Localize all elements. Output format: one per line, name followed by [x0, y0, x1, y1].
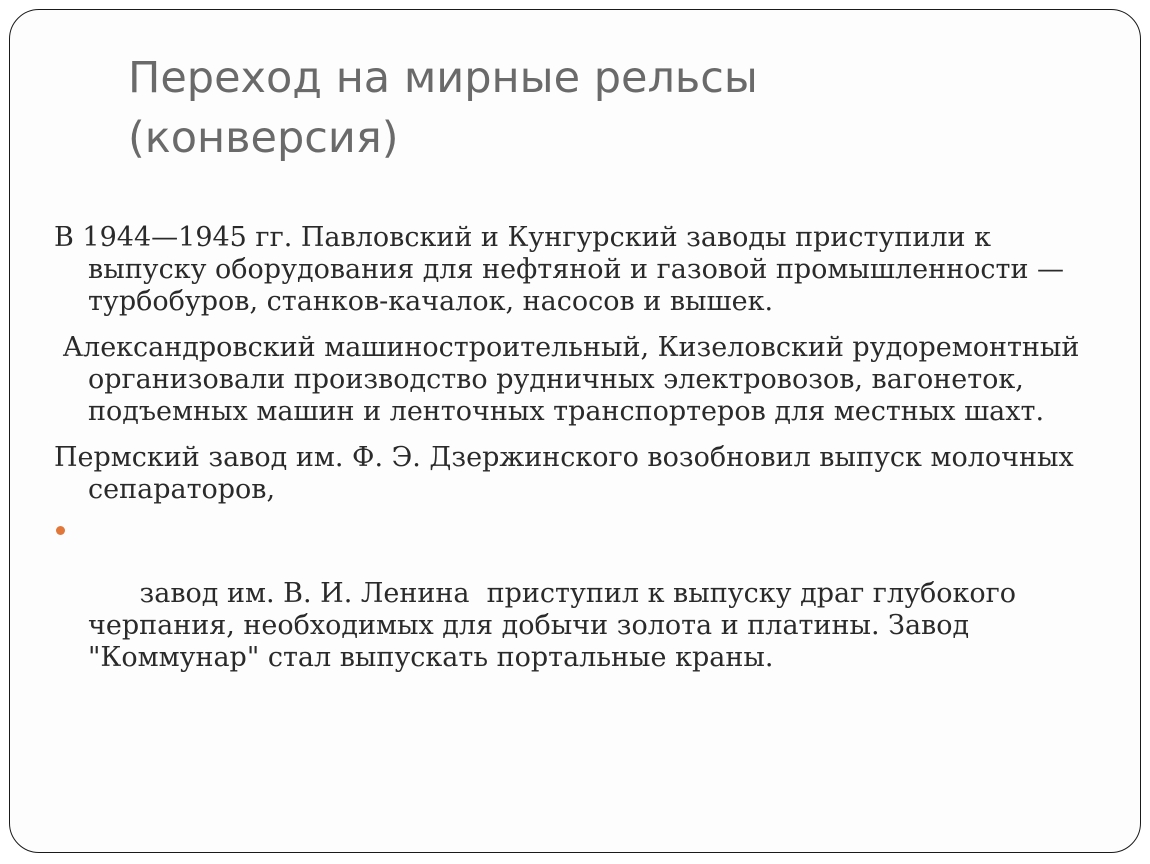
- title-line-2: (конверсия): [128, 113, 399, 163]
- paragraph-dzerzhinsky: Пермский завод им. Ф. Э. Дзержинского возобновил выпуск молочных сепараторов,: [54, 442, 1083, 505]
- slide-title: [128, 48, 1028, 168]
- paragraph-pavlovsky-kungur: В 1944—1945 гг. Павловский и Кунгурский заводы приступили к выпуску оборудования для нефтяной и газовой промышленности — турбобуров, станков-качалок, насосов и вышек.: [54, 222, 1073, 317]
- slide: [9, 9, 1141, 853]
- paragraph-aleksandrovsky-kizelovsky: Александровский машиностроительный, Кизеловский рудоремонтный организовали производство рудничных электровозов, вагонеток, подъемных машин и ленточных транспортеров для местных шахт.: [54, 332, 1088, 427]
- bullet-dot-icon: [56, 526, 65, 535]
- bullet-item-lenin-kommunar: [54, 514, 1094, 706]
- title-line-1: Переход на мирные рельсы: [128, 53, 758, 103]
- bullet-item-text: завод им. В. И. Ленина приступил к выпуску драг глубокого черпания, необходимых для добычи золота и платины. Завод "Коммунар" стал выпускать портальные краны.: [88, 578, 1025, 673]
- slide-body: [54, 222, 1094, 720]
